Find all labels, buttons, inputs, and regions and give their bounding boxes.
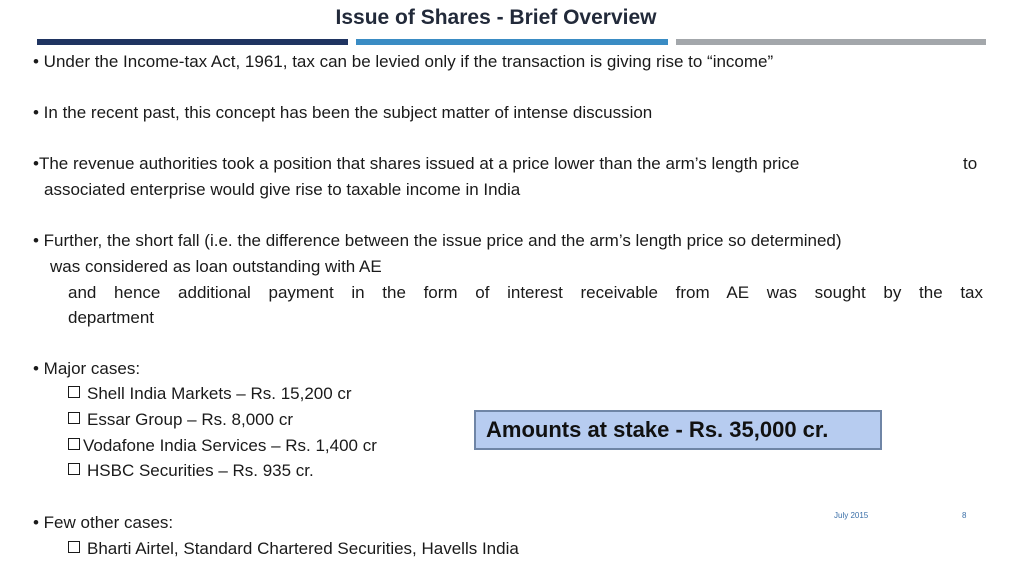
title-divider-blue (356, 39, 668, 45)
bullet-short-fall-interest: and hence additional payment in the form of interest receivable from AE was sought by the tax (68, 283, 983, 302)
checkbox-bullet-icon (68, 541, 80, 553)
list-item: Essar Group – Rs. 8,000 cr (68, 410, 293, 430)
list-item: Shell India Markets – Rs. 15,200 cr (68, 384, 352, 404)
list-item: Bharti Airtel, Standard Chartered Securities, Havells India (68, 539, 519, 559)
checkbox-bullet-icon (68, 386, 80, 398)
checkbox-bullet-icon (68, 412, 80, 424)
bullet-revenue-authorities: •The revenue authorities took a position that shares issued at a price lower than the arm’s length price (33, 154, 800, 173)
bullet-short-fall: • Further, the short fall (i.e. the difference between the issue price and the arm’s length price so determined) (33, 231, 842, 250)
bullet-short-fall-cont: was considered as loan outstanding with AE (50, 257, 382, 276)
amounts-at-stake-callout: Amounts at stake - Rs. 35,000 cr. (474, 410, 882, 450)
bullet-income-tax: • Under the Income-tax Act, 1961, tax can be levied only if the transaction is giving rise to “income” (33, 52, 774, 71)
checkbox-bullet-icon (68, 438, 80, 450)
checkbox-bullet-icon (68, 463, 80, 475)
major-cases-label: • Major cases: (33, 359, 141, 378)
other-cases-label: • Few other cases: (33, 513, 174, 532)
bullet-revenue-authorities-end: to (963, 154, 978, 173)
list-item: HSBC Securities – Rs. 935 cr. (68, 461, 314, 481)
title-divider-dark (37, 39, 348, 45)
bullet-recent-past: • In the recent past, this concept has been the subject matter of intense discussion (33, 103, 653, 122)
footer-date: July 2015 (834, 511, 869, 520)
page-number: 8 (962, 511, 967, 520)
title-divider-gray (676, 39, 986, 45)
page-title: Issue of Shares - Brief Overview (335, 6, 657, 29)
list-item: Vodafone India Services – Rs. 1,400 cr (68, 436, 377, 456)
bullet-revenue-authorities-cont: associated enterprise would give rise to taxable income in India (44, 180, 521, 199)
bullet-short-fall-department: department (68, 308, 154, 327)
